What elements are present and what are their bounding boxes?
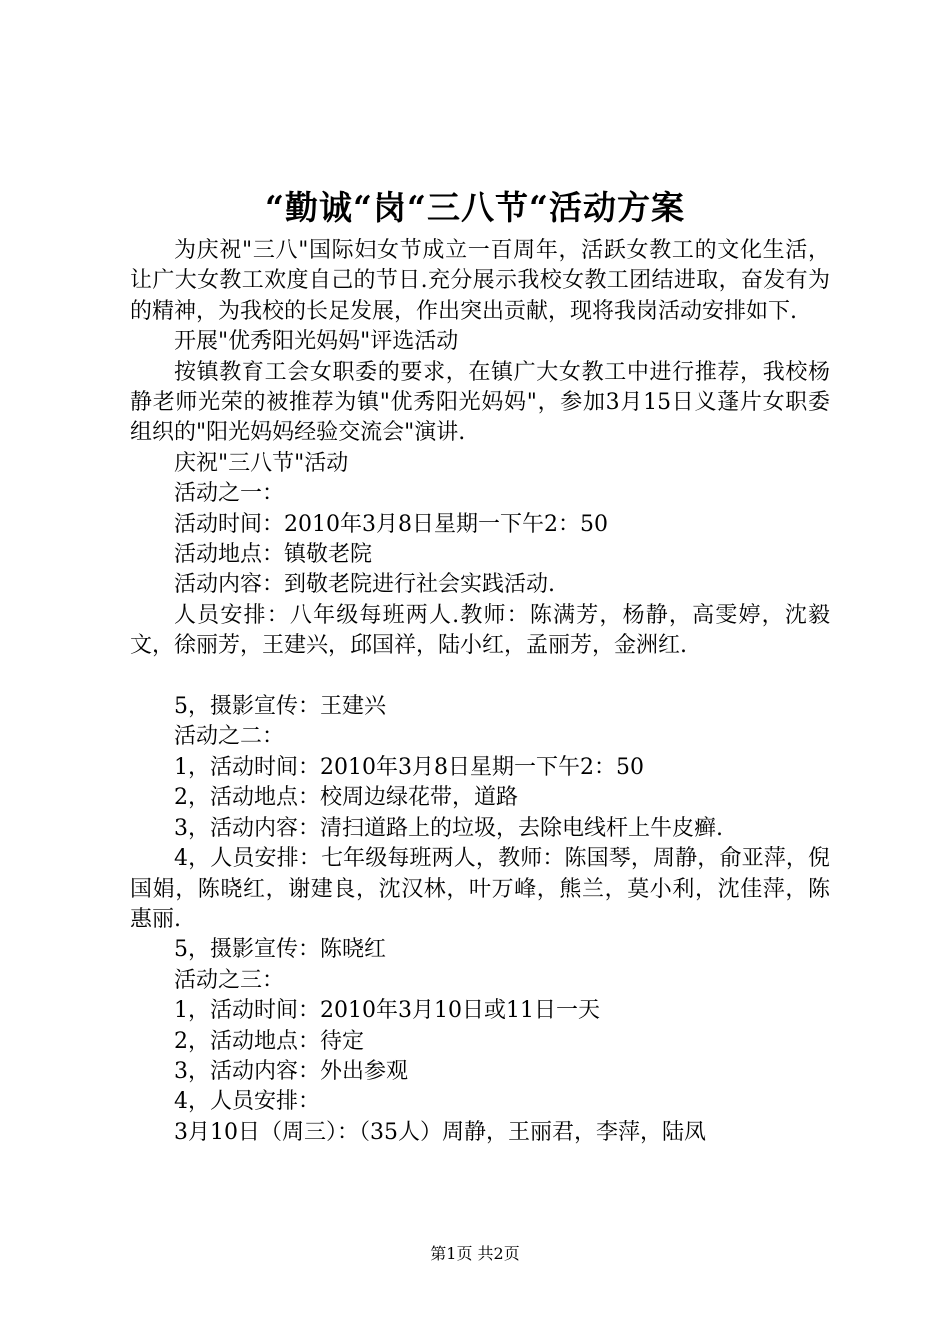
paragraph-activity-time: 1，活动时间：2010年3月10日或11日一天: [174, 998, 600, 1024]
paragraph-activity-staff: 4，人员安排：: [174, 1089, 320, 1115]
document-body: [130, 236, 830, 1148]
paragraph-activity-time: 1，活动时间：2010年3月8日星期一下午2：50: [174, 754, 644, 780]
paragraph-activity-location: 2，活动地点：校周边绿花带，道路: [174, 785, 518, 811]
document-title: “勤诚“岗“三八节“活动方案: [265, 188, 685, 227]
paragraph-activity-staff: 4，人员安排：七年级每班两人，教师：陈国琴，周静，俞亚萍，倪国娟，陈晓红，谢建良，沈汉林，叶万峰，熊兰，莫小利，沈佳萍，陈惠丽.: [130, 846, 830, 932]
paragraph-section-heading: 庆祝"三八节"活动: [174, 450, 349, 476]
paragraph-activity-location: 活动地点：镇敬老院: [174, 542, 373, 568]
page-number-footer: 第1页 共2页: [430, 1244, 520, 1263]
paragraph-intro: 为庆祝"三八"国际妇女节成立一百周年，活跃女教工的文化生活，让广大女教工欢度自己的节日.充分展示我校女教工团结进取，奋发有为的精神，为我校的长足发展，作出突出贡献，现将我岗活动安排如下.: [130, 238, 830, 324]
paragraph-section-heading: 开展"优秀阳光妈妈"评选活动: [174, 329, 459, 355]
paragraph-recommendation: 按镇教育工会女职委的要求，在镇广大女教工中进行推荐，我校杨静老师光荣的被推荐为镇"优秀阳光妈妈"，参加3月15日义蓬片女职委组织的"阳光妈妈经验交流会"演讲.: [130, 359, 830, 446]
paragraph-schedule: 3月10日（周三）：（35人）周静，王丽君，李萍，陆凤: [174, 1119, 706, 1145]
paragraph-activity-content: 3，活动内容：外出参观: [174, 1058, 408, 1084]
paragraph-photography: 5，摄影宣传：王建兴: [174, 694, 386, 720]
paragraph-activity-time: 活动时间：2010年3月8日星期一下午2：50: [174, 511, 608, 537]
paragraph-activity-heading: 活动之二：: [174, 724, 285, 750]
paragraph-activity-location: 2，活动地点：待定: [174, 1028, 364, 1054]
paragraph-activity-heading: 活动之一：: [174, 481, 285, 507]
paragraph-photography: 5，摄影宣传：陈晓红: [174, 937, 386, 963]
paragraph-activity-staff: 人员安排：八年级每班两人.教师：陈满芳，杨静，高雯婷，沈毅文，徐丽芳，王建兴，邱国祥，陆小红，孟丽芳，金洲红.: [130, 602, 830, 659]
paragraph-activity-content: 3，活动内容：清扫道路上的垃圾，去除电线杆上牛皮癣.: [174, 815, 723, 841]
blank-line: [130, 662, 830, 692]
paragraph-activity-content: 活动内容：到敬老院进行社会实践活动.: [174, 572, 555, 598]
paragraph-activity-heading: 活动之三：: [174, 967, 285, 993]
